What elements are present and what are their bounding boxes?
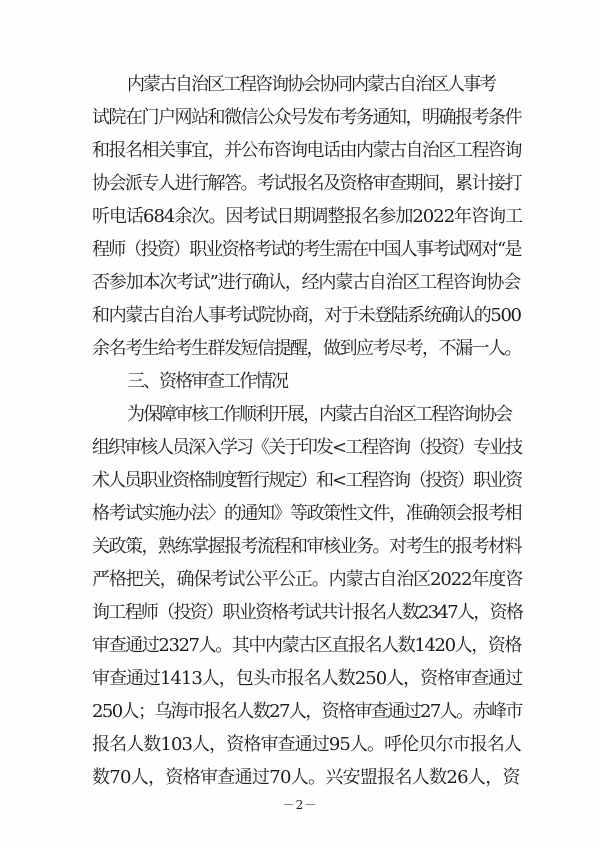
text-line: 审查通过1413人，包头市报名人数250人，资格审查通过 [92, 668, 523, 689]
text-line: 余名考生给考生群发短信提醒，做到应考尽考，不漏一人。 [92, 338, 521, 359]
text-line: 关政策，熟练掌握报考流程和审核业务。对考生的报考材料 [92, 536, 521, 557]
text-line: 和报名相关事宜，并公布咨询电话由内蒙古自治区工程咨询 [92, 140, 521, 161]
text-line: 组织审核人员深入学习《关于印发<工程咨询（投资）专业技 [92, 437, 522, 458]
text-line: 审查通过2327人。其中内蒙古区直报名人数1420人，资格 [92, 635, 522, 656]
page-number: －2－ [282, 798, 318, 812]
text-line: 否参加本次考试”进行确认，经内蒙古自治区工程咨询协会 [92, 272, 520, 293]
text-line: 询工程师（投资）职业资格考试共计报名人数2347人，资格 [92, 602, 523, 623]
section-heading: 三、资格审查工作情况 [127, 371, 287, 392]
text-line: 严格把关，确保考试公平公正。内蒙古自治区2022年度咨 [92, 569, 523, 590]
text-line: 听电话684余次。因考试日期调整报名参加2022年咨询工 [92, 206, 523, 227]
text-line: 程师（投资）职业资格考试的考生需在中国人事考试网对“是 [92, 239, 521, 260]
text-line: 数70人，资格审查通过70人。兴安盟报名人数26人，资 [92, 767, 520, 788]
text-line: 为保障审核工作顺利开展，内蒙古自治区工程咨询协会 [127, 404, 511, 425]
text-line: 格考试实施办法〉的通知》等政策性文件，准确领会报考相 [92, 503, 521, 524]
text-line: 报名人数103人，资格审查通过95人。呼伦贝尔市报名人 [92, 734, 521, 755]
text-line: 术人员职业资格制度暂行规定）和<工程咨询（投资）职业资 [92, 470, 522, 491]
text-line: 内蒙古自治区工程咨询协会协同内蒙古自治区人事考 [127, 74, 495, 95]
text-line: 和内蒙古自治人事考试院协商，对于未登陆系统确认的500 [92, 305, 521, 326]
text-line: 协会派专人进行解答。考试报名及资格审查期间，累计接打 [92, 173, 521, 194]
text-line: 250人；乌海市报名人数27人，资格审查通过27人。赤峰市 [92, 701, 522, 722]
text-line: 试院在门户网站和微信公众号发布考务通知，明确报考条件 [92, 107, 521, 128]
